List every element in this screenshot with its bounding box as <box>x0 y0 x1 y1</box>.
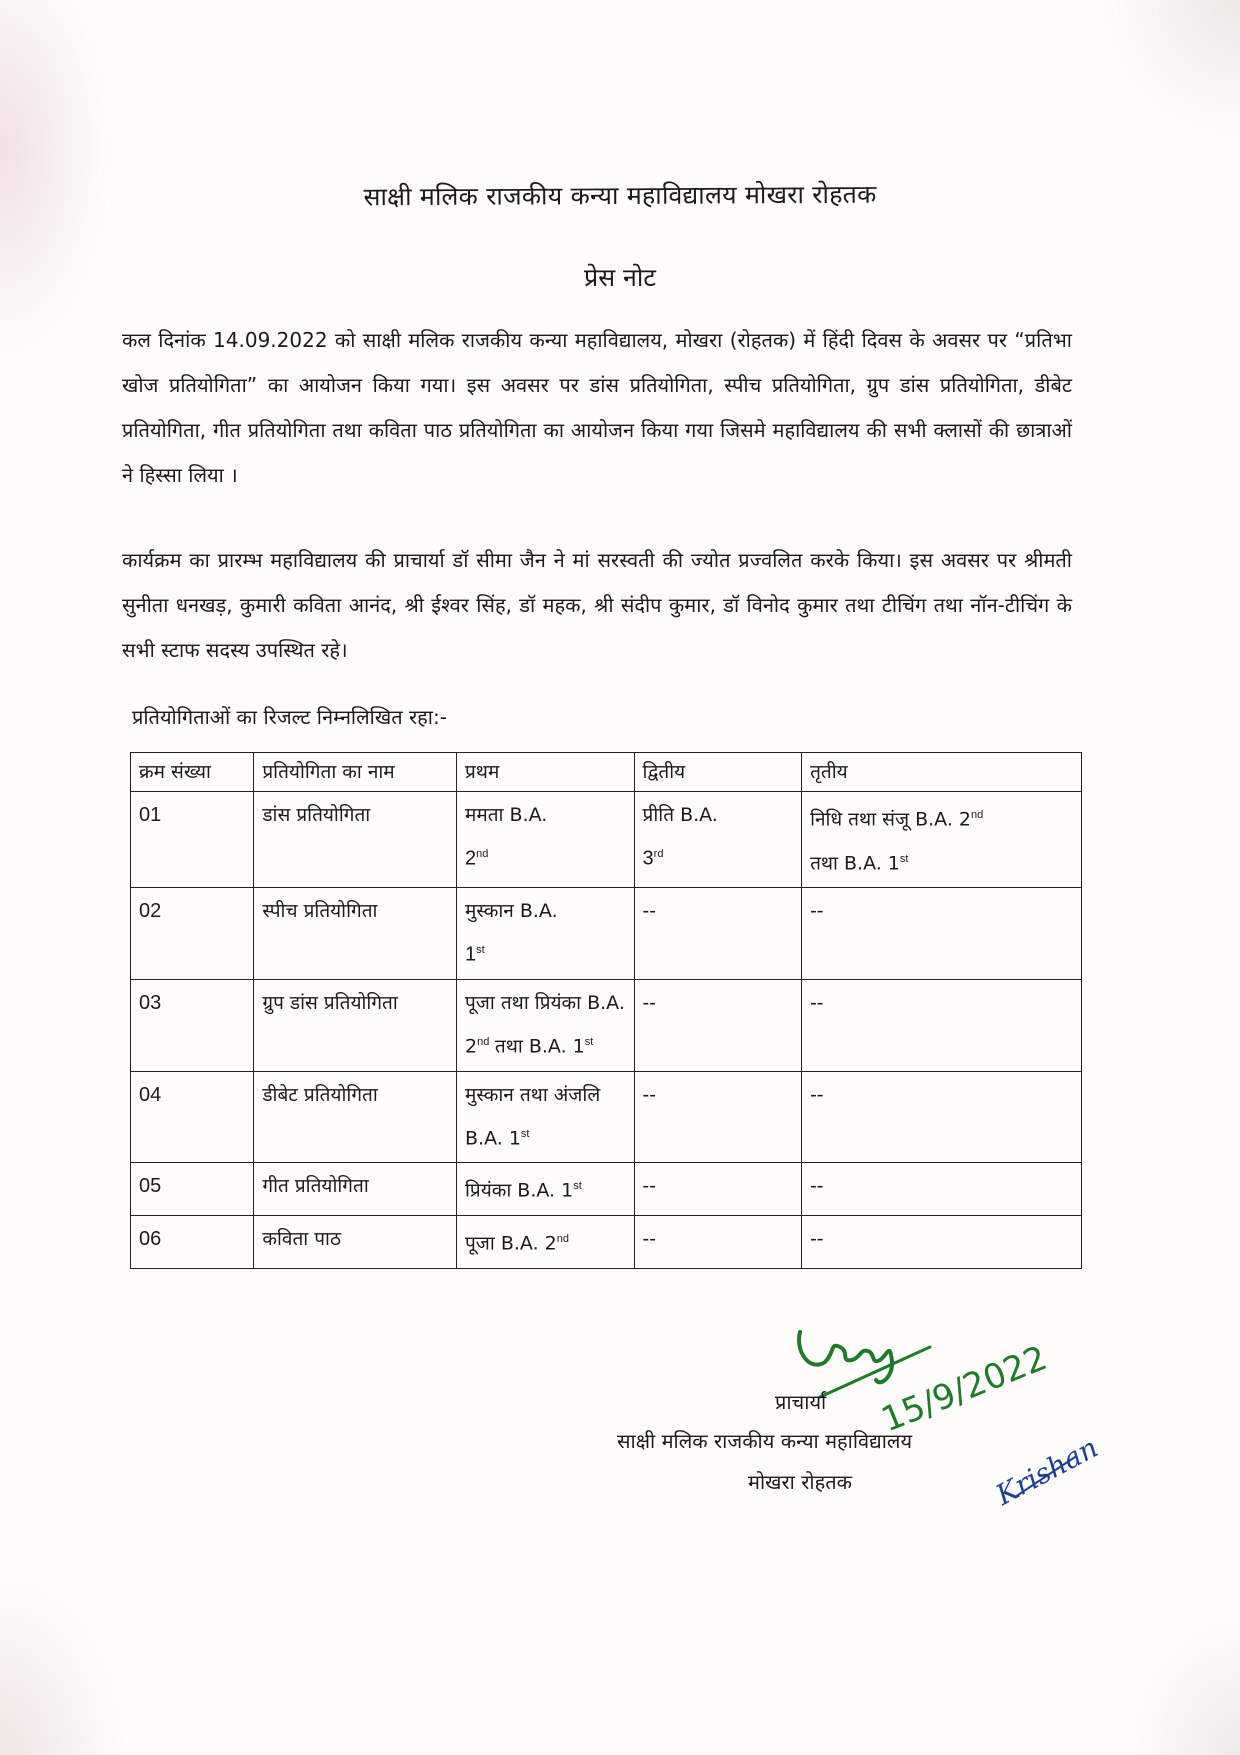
signatory-college: साक्षी मलिक राजकीय कन्या महाविद्यालय <box>617 1429 913 1453</box>
cell-first <box>457 1163 635 1216</box>
header-competition: प्रतियोगिता का नाम <box>254 753 457 792</box>
first-text: ममता B.A. <box>465 804 548 826</box>
cell-third <box>802 792 1082 888</box>
table-row <box>131 1071 1082 1163</box>
cell-second: -- <box>634 888 802 980</box>
first-text: मुस्कान तथा अंजलि B.A. 1 <box>465 1083 601 1150</box>
cell-second: -- <box>634 1163 802 1216</box>
header-second: द्वितीय <box>634 753 802 792</box>
second-num: 3 <box>642 847 654 870</box>
first-num: 2 <box>465 847 477 870</box>
results-intro: प्रतियोगिताओं का रिजल्ट निम्नलिखित रहा:- <box>132 705 447 729</box>
cell-serial: 05 <box>131 1163 254 1216</box>
signatory-role: प्राचार्या <box>775 1390 827 1414</box>
svg-text:Krishan: Krishan <box>990 1430 1104 1512</box>
first-suffix: nd <box>556 1232 570 1245</box>
cell-serial: 06 <box>131 1215 254 1268</box>
cell-second: -- <box>634 979 802 1071</box>
third-text: निधि तथा संजू B.A. 2 <box>810 808 971 831</box>
krishan-initials-signature <box>975 1412 1104 1512</box>
cell-first <box>457 1071 635 1163</box>
table-row <box>131 979 1082 1071</box>
cell-second: -- <box>634 1071 802 1163</box>
table-row <box>131 1163 1082 1216</box>
cell-serial: 03 <box>131 979 254 1071</box>
college-title: साक्षी मलिक राजकीय कन्या महाविद्यालय मोखरा रोहतक <box>363 179 877 212</box>
second-suffix: rd <box>653 848 664 860</box>
cell-serial: 01 <box>131 792 254 888</box>
first-text: पूजा तथा प्रियंका B.A. 2 <box>465 991 625 1058</box>
cell-competition: ग्रुप डांस प्रतियोगिता <box>254 979 457 1071</box>
cell-serial: 04 <box>131 1071 254 1163</box>
third-suffix: nd <box>971 809 984 821</box>
first-suffix: st <box>573 1180 582 1193</box>
cell-first <box>457 888 635 980</box>
results-table <box>130 752 1082 1269</box>
third-text-2: तथा B.A. 1 <box>810 852 900 875</box>
signatory-place: मोखरा रोहतक <box>748 1470 852 1494</box>
cell-third: -- <box>802 1163 1082 1216</box>
cell-second <box>634 792 802 888</box>
cell-third: -- <box>802 888 1082 980</box>
header-serial: क्रम संख्या <box>131 753 254 792</box>
cell-third: -- <box>802 979 1082 1071</box>
first-text: प्रियंका B.A. 1 <box>465 1179 574 1202</box>
paragraph-event-description: कल दिनांक 14.09.2022 को साक्षी मलिक राजकीय कन्या महाविद्यालय, मोखरा (रोहतक) में हिंदी दिवस के अवसर पर “प्रतिभा खोज प्रतियोगिता” का आयोजन किया गया। इस अवसर पर डांस प्रतियोगिता, स्पीच प्रतियोगिता, ग्रुप डांस प्रतियोगिता, डीबेट प्रतियोगिता, गीत प्रतियोगिता तथा कविता पाठ प्रतियोगिता का आयोजन किया गया जिसमे महाविद्यालय की सभी क्लासों की छात्राओं ने हिस्सा लिया । <box>122 328 1072 487</box>
first-num: 1 <box>465 943 477 966</box>
cell-third: -- <box>802 1071 1082 1163</box>
first-suffix: st <box>476 944 485 957</box>
first-suffix-2: st <box>584 1035 594 1048</box>
svg-text:15/9/2022: 15/9/2022 <box>876 1337 1053 1441</box>
cell-third: -- <box>802 1215 1082 1268</box>
third-suffix-2: st <box>899 852 909 865</box>
header-third: तृतीय <box>802 753 1082 792</box>
table-row <box>131 1215 1082 1268</box>
table-row <box>131 888 1082 980</box>
table-header-row <box>131 753 1082 792</box>
document-heading: प्रेस नोट <box>583 263 657 292</box>
paragraph-inauguration: कार्यक्रम का प्रारम्भ महाविद्यालय की प्राचार्या डॉ सीमा जैन ने मां सरस्वती की ज्योत प्रज्वलित करके किया। इस अवसर पर श्रीमती सुनीता धनखड़, कुमारी कविता आनंद, श्री ईश्वर सिंह, डॉ महक, श्री संदीप कुमार, डॉ विनोद कुमार तथा टीचिंग तथा नॉन-टीचिंग के सभी स्टाफ सदस्य उपस्थित रहे। <box>122 548 1072 662</box>
cell-competition: गीत प्रतियोगिता <box>254 1163 457 1216</box>
first-suffix: nd <box>476 848 489 860</box>
cell-serial: 02 <box>131 888 254 980</box>
cell-first <box>457 792 635 888</box>
first-text: मुस्कान B.A. <box>465 900 558 923</box>
cell-competition: कविता पाठ <box>254 1215 457 1268</box>
table-row <box>131 792 1082 888</box>
cell-competition: डीबेट प्रतियोगिता <box>254 1071 457 1163</box>
first-suffix: nd <box>477 1035 490 1048</box>
first-text: पूजा B.A. 2 <box>465 1232 557 1255</box>
cell-first <box>457 979 635 1071</box>
cell-second: -- <box>634 1215 802 1268</box>
header-first: प्रथम <box>457 753 635 792</box>
first-text-2: तथा B.A. 1 <box>494 1035 585 1058</box>
cell-competition: स्पीच प्रतियोगिता <box>254 888 457 980</box>
cell-competition: डांस प्रतियोगिता <box>254 792 457 888</box>
cell-first <box>457 1215 635 1268</box>
second-text: प्रीति B.A. <box>642 804 718 826</box>
first-suffix: st <box>520 1127 530 1140</box>
